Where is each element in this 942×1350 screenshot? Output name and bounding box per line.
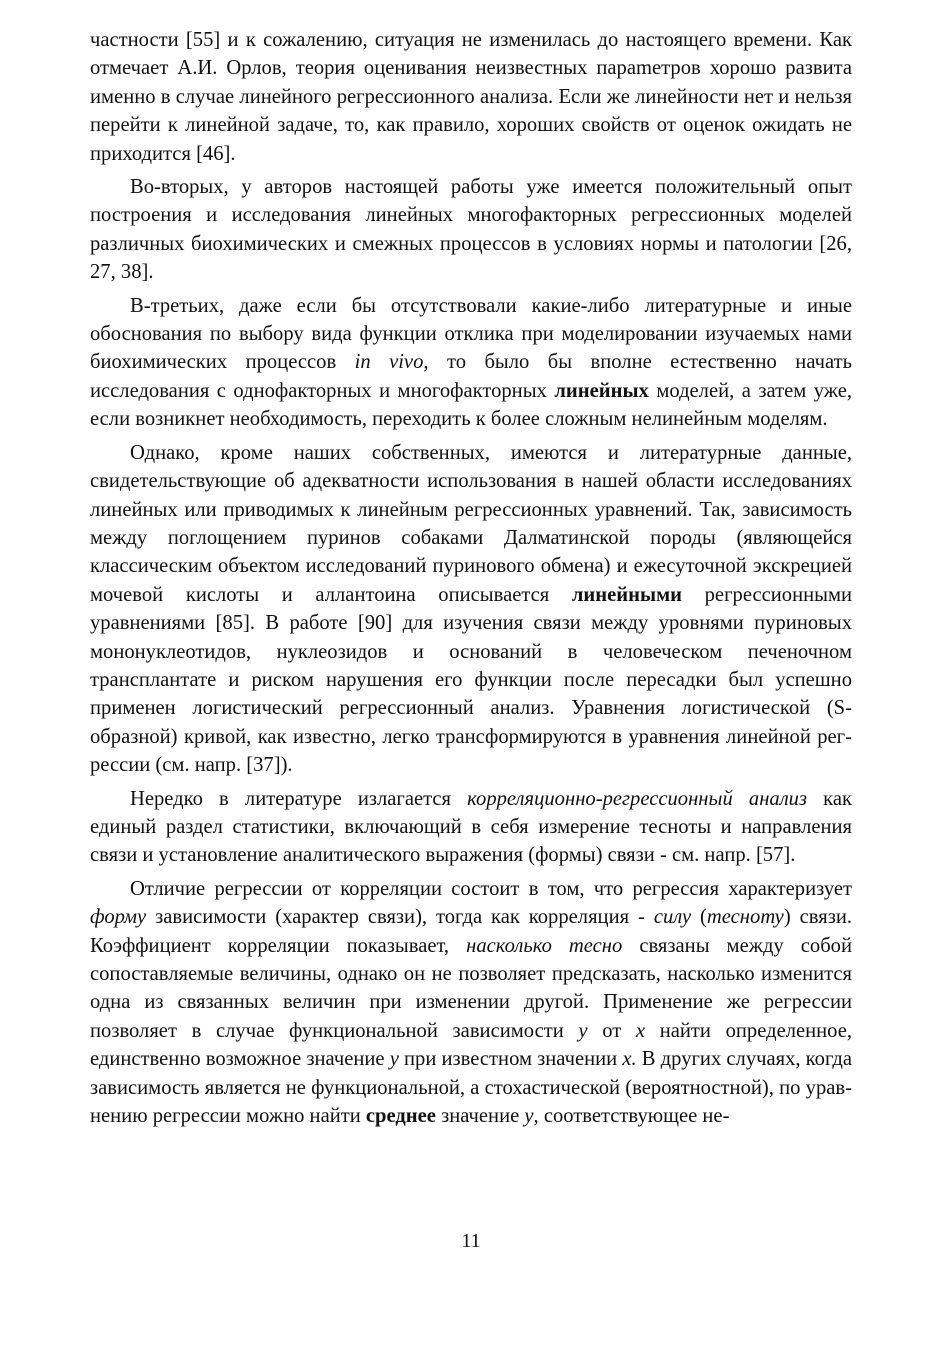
italic-text: y (578, 1019, 588, 1042)
text-run: В других случаях, когда зависимость является не функциональной, а стохастической (вероятностной), по уравнению регрессии можно найти (90, 1048, 852, 1128)
text-run: В-третьих, даже если бы отсутствовали какие-либо литературные и иные обоснования по выбору вида функции отклика при моделировании изучаемых нами биохимических процессов (90, 294, 852, 374)
text-run: зависимости (характер связи), тогда как корреляция - (146, 906, 654, 929)
bold-text: среднее (365, 1105, 436, 1128)
italic-text: силу (653, 906, 692, 929)
document-page (90, 26, 852, 1135)
text-run: ( (691, 906, 707, 929)
text-run: связаны между собой сопоставляемые величины, однако он не позволяет предсказать, насколько изменится одна из связанных величин при изменении другой. Применение же регрессии позволяет в случае функциональной зависимости (90, 934, 852, 1042)
text-run: ) связи. Коэффициент корреляции показывает, (90, 906, 852, 957)
text-run: регрессионными уравнениями [85]. В работе [90] для изучения связи между уровнями пуриновых мононуклеотидов, нуклеозидов и оснований в человеческом печеночном трансплантате и риском нарушения его функции после пересадки был успешно применен логистический регрессионный анализ. Уравнения логистической (S-образной) кривой, как известно, легко трансформируются в уравнения линейной регрессии (см. напр. [37]). (90, 583, 852, 777)
paragraph (90, 875, 852, 1131)
paragraph (90, 292, 852, 434)
body-text (90, 26, 852, 1130)
italic-text: in vivo, (354, 351, 429, 374)
text-run: Однако, кроме наших собственных, имеются и литературные данные, свидетельствующие об адекватности использования в нашей области исследованиях линейных или приводимых к линейным регрессионных уравнений. Так, зависимость между поглощением пуринов собаками Далматинской породы (являющейся классическим объектом исследований пуринового обмена) и ежесуточной экскрецией мочевой кислоты и аллантоина описывается (90, 441, 852, 606)
bold-text: линейными (571, 583, 682, 606)
italic-text: тесноту (706, 906, 784, 929)
text-run: при известном значении (398, 1048, 623, 1071)
italic-text: y (524, 1105, 534, 1128)
text-run: моделей, а затем уже, если возникнет необходимость, переходить к более сложным нелинейным моделям. (90, 379, 852, 431)
italic-text: корреляционно-регрессионный анализ (467, 787, 808, 810)
text-run: найти определенное, единственно возможное значение (90, 1019, 853, 1071)
paragraph (90, 26, 852, 168)
paragraph (90, 785, 852, 870)
text-run: Отличие регрессии от корреляции состоит в том, что регрессия характеризует (130, 877, 852, 900)
italic-text: x. (622, 1048, 637, 1071)
text-run: Нередко в литературе излагается (130, 787, 468, 810)
paragraph (90, 439, 852, 780)
paragraph (90, 173, 852, 287)
text-run: то было бы вполне естественно начать исследования с однофакторных и многофакторных (90, 351, 852, 402)
bold-text: линейных (554, 379, 649, 402)
text-run: значение (435, 1105, 525, 1128)
italic-text: y (389, 1048, 399, 1071)
italic-text: форму (90, 906, 147, 929)
italic-text: насколько тесно (466, 934, 623, 957)
italic-text: x (635, 1019, 646, 1042)
page-number: 11 (461, 1230, 481, 1252)
text-run: как единый раздел статистики, включающий в себя измерение тесноты и направления связи и установление аналитического выражения (формы) связи - см. напр. [57]. (90, 787, 853, 867)
text-run: Во-вторых, у авторов настоящей работы уже имеется положительный опыт построения и исследования линейных многофакторных регрессионных моделей различных биохимических и смежных процессов в условиях нормы и патологии [26, 27, 38]. (90, 176, 852, 284)
text-run: , соответствующее не- (533, 1105, 730, 1128)
text-run: от (587, 1019, 636, 1042)
text-run: частности [55] и к сожалению, ситуация не изменилась до настоящего времени. Как отмечает А.И. Орлов, теория оценивания неизвестных параmетров хорошо развита именно в случае линейного регрессионного анализа. Если же линейности нет и нельзя перейти к линейной задаче, то, как правило, хороших свойств от оценок ожидать не приходится [46]. (90, 29, 852, 165)
